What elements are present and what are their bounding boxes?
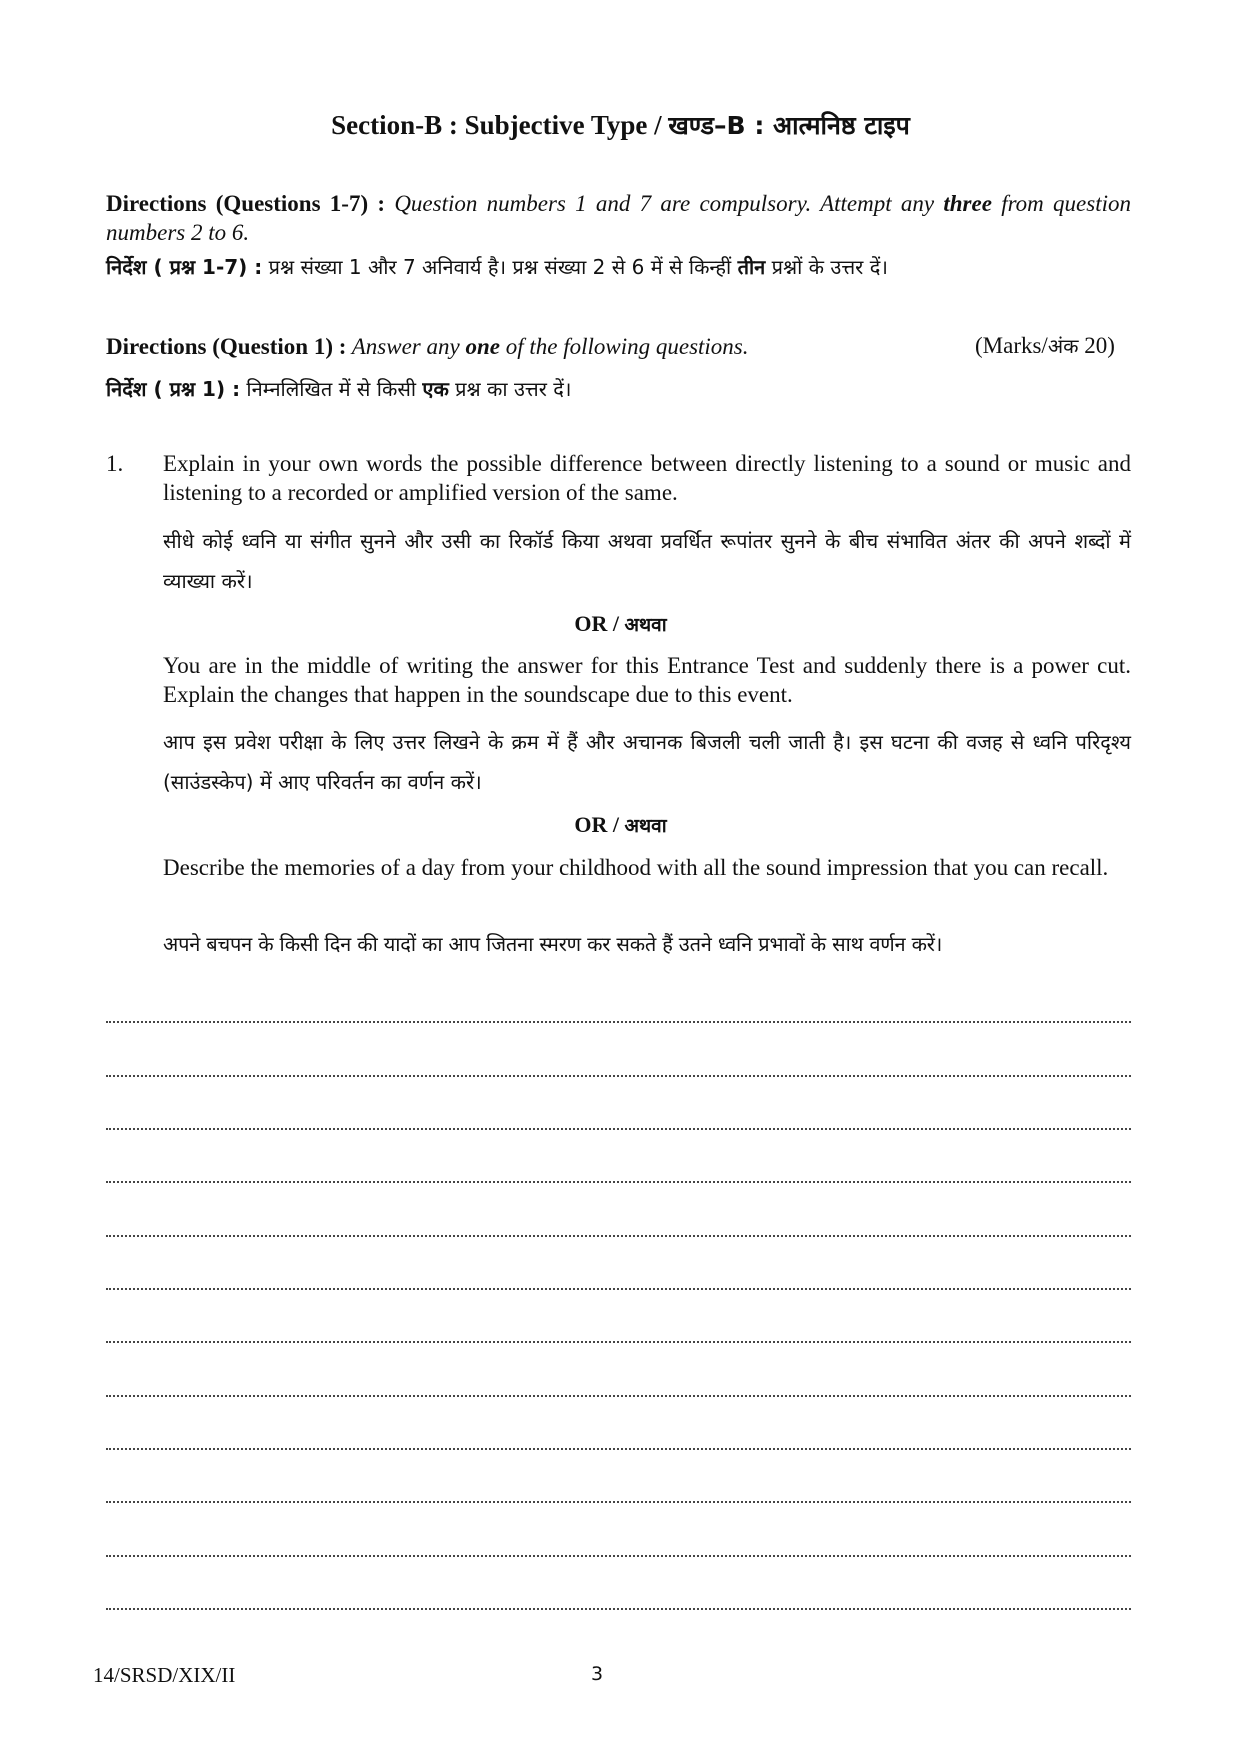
- section-title-en: Section-B : Subjective Type /: [331, 110, 669, 140]
- question-option-3-hi: अपने बचपन के किसी दिन की यादों का आप जितना स्मरण कर सकते हैं उतने ध्वनि प्रभावों के साथ वर्णन करें।: [163, 932, 943, 956]
- directions-all-emphasis: three: [943, 191, 992, 216]
- directions-all-en: Directions (Questions 1-7) : Question numbers 1 and 7 are compulsory. Attempt any three from question numbers 2 to 6.: [106, 191, 1131, 245]
- answer-line[interactable]: [106, 1448, 1131, 1450]
- directions-all-label: Directions (Questions 1-7) :: [106, 191, 386, 216]
- question-number: 1.: [106, 451, 124, 476]
- directions-q1-en: Directions (Question 1) : Answer any one of the following questions.: [106, 334, 749, 359]
- section-title-hi: खण्ड–B : आत्मनिष्ठ टाइप: [668, 111, 910, 140]
- answer-line[interactable]: [106, 1501, 1131, 1503]
- question-option-3-en: Describe the memories of a day from your childhood with all the sound impression that you can recall.: [163, 855, 1109, 880]
- paper-code: 14/SRSD/XIX/II: [93, 1663, 236, 1687]
- directions-all-hi: निर्देश ( प्रश्न 1-7) : प्रश्न संख्या 1 और 7 अनिवार्य है। प्रश्न संख्या 2 से 6 में से किन्हीं तीन प्रश्नों के उत्तर दें।: [106, 255, 888, 279]
- marks-label: (Marks/अंक 20): [975, 333, 1115, 358]
- question-option-1-en: Explain in your own words the possible difference between directly listening to a sound or music and listening to a recorded or amplified version of the same.: [163, 451, 1131, 505]
- answer-line[interactable]: [106, 1555, 1131, 1557]
- directions-q1-hi: निर्देश ( प्रश्न 1) : निम्नलिखित में से किसी एक प्रश्न का उत्तर दें।: [106, 377, 572, 401]
- directions-q1-label: Directions (Question 1) :: [106, 334, 347, 359]
- question-option-2-en: You are in the middle of writing the answer for this Entrance Test and suddenly there is a power cut. Explain the changes that happen in the soundscape due to this event.: [163, 653, 1131, 707]
- question-option-1-hi: सीधे कोई ध्वनि या संगीत सुनने और उसी का रिकॉर्ड किया अथवा प्रवर्धित रूपांतर सुनने के बीच संभावित अंतर की अपने शब्दों में व्याख्या करें।: [163, 529, 1131, 593]
- answer-line[interactable]: [106, 1235, 1131, 1237]
- answer-line[interactable]: [106, 1181, 1131, 1183]
- answer-line[interactable]: [106, 1395, 1131, 1397]
- answer-line[interactable]: [106, 1075, 1131, 1077]
- section-title: [0, 108, 1241, 142]
- answer-line[interactable]: [106, 1608, 1131, 1610]
- page-number: 3: [591, 1663, 604, 1685]
- answer-line[interactable]: [106, 1288, 1131, 1290]
- or-separator: OR / अथवा: [574, 812, 667, 837]
- or-separator: OR / अथवा: [574, 611, 667, 636]
- question-option-2-hi: आप इस प्रवेश परीक्षा के लिए उत्तर लिखने के क्रम में हैं और अचानक बिजली चली जाती है। इस घटना की वजह से ध्वनि परिदृश्य (साउंडस्केप) में आए परिवर्तन का वर्णन करें।: [163, 730, 1131, 794]
- answer-line[interactable]: [106, 1128, 1131, 1130]
- answer-line[interactable]: [106, 1021, 1131, 1023]
- answer-line[interactable]: [106, 1341, 1131, 1343]
